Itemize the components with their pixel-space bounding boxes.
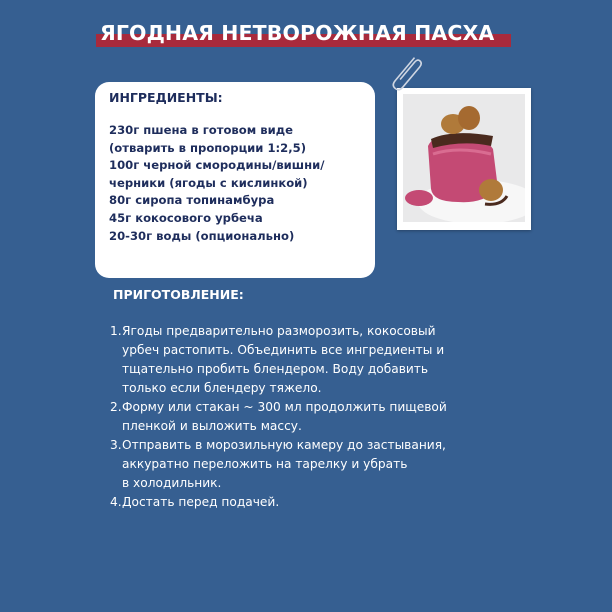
step-number: 3.: [110, 438, 122, 452]
step-item: [110, 398, 447, 436]
paperclip-icon: [386, 52, 426, 100]
step-line: только если блендеру тяжело.: [122, 381, 322, 395]
step-line: тщательно пробить блендером. Воду добавить: [122, 362, 429, 376]
title-block: [96, 20, 494, 46]
dessert-photo: [403, 94, 525, 222]
step-item: [110, 493, 447, 512]
preparation-steps: [110, 322, 447, 512]
step-number: 1.: [110, 324, 122, 338]
ingredient-line: 100г черной смородины/вишни/: [109, 158, 325, 173]
preparation-heading: ПРИГОТОВЛЕНИЕ:: [113, 287, 244, 302]
step-line: Ягоды предварительно разморозить, кокосовый: [122, 324, 436, 338]
page-title: ЯГОДНАЯ НЕТВОРОЖНАЯ ПАСХА: [100, 21, 495, 45]
step-number: 4.: [110, 495, 122, 509]
step-line: Отправить в морозильную камеру до застывания,: [122, 438, 446, 452]
dessert-illustration: [403, 94, 525, 222]
ingredients-card: [95, 82, 375, 278]
ingredient-line: 230г пшена в готовом виде: [109, 123, 293, 137]
step-line: Достать перед подачей.: [122, 495, 280, 509]
step-line: урбеч растопить. Объединить все ингредиенты и: [122, 343, 445, 357]
step-line: аккуратно переложить на тарелку и убрать: [122, 457, 408, 471]
ingredient-line: 20-30г воды (опционально): [109, 228, 295, 243]
step-line: Форму или стакан ~ 300 мл продолжить пищевой: [122, 400, 447, 414]
step-item: [110, 436, 447, 493]
ingredients-list: [109, 122, 325, 245]
ingredients-heading: ИНГРЕДИЕНТЫ:: [109, 90, 223, 105]
ingredient-line: черники (ягоды с кислинкой): [109, 175, 308, 190]
step-number: 2.: [110, 400, 122, 414]
ingredient-line: 45г кокосового урбеча: [109, 210, 263, 225]
ingredient-line: 80г сиропа топинамбура: [109, 193, 275, 208]
photo-frame: [397, 88, 531, 230]
step-line: в холодильник.: [122, 476, 222, 490]
ingredient-line: (отварить в пропорции 1:2,5): [109, 140, 306, 155]
step-line: пленкой и выложить массу.: [122, 419, 302, 433]
step-item: [110, 322, 447, 398]
